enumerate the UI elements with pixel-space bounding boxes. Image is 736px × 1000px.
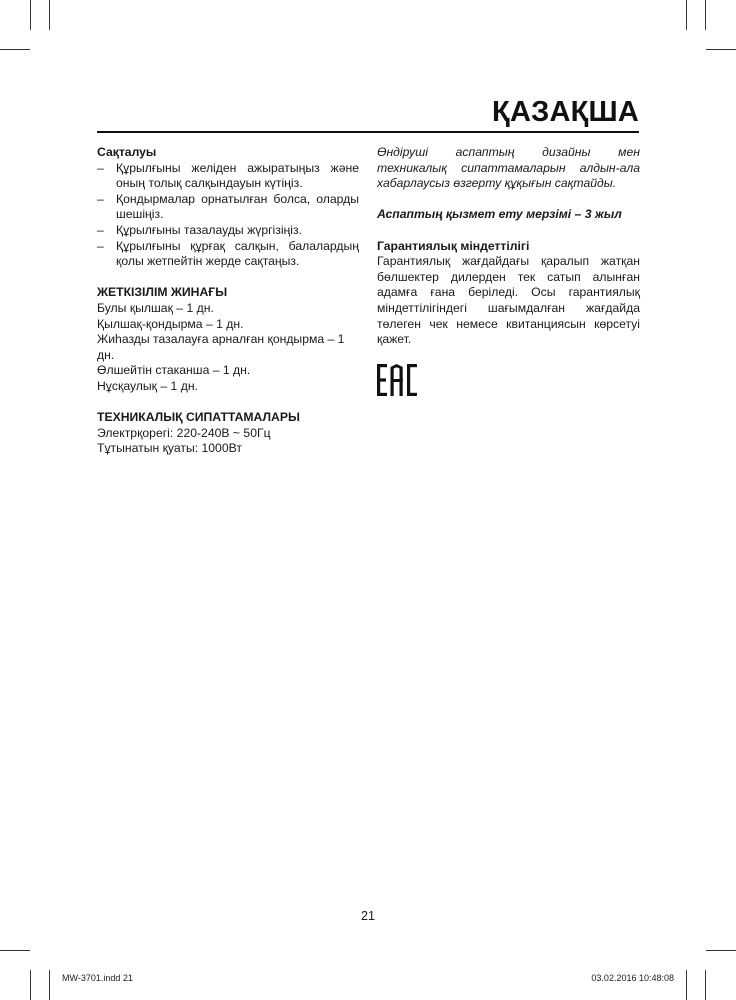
- list-item: – Құрылғыны құрғақ салқын, балалардың қолы жетпейтін жерде сақтаңыз.: [97, 238, 359, 269]
- kit-line: Жиhазды тазалауға арналған қондырма – 1 дн.: [97, 332, 345, 362]
- crop-mark: [30, 970, 31, 1000]
- specs-heading: ТЕХНИКАЛЫҚ СИПАТТАМАЛАРЫ: [97, 410, 300, 425]
- crop-mark: [706, 950, 736, 951]
- language-title: ҚАЗАҚША: [492, 96, 639, 128]
- specs-line: Электрқорегі: 220-240В ~ 50Гц: [97, 425, 271, 440]
- crop-mark: [686, 0, 687, 30]
- service-life: Аспаптың қызмет ету мерзімі – 3 жыл: [377, 207, 622, 222]
- eac-mark-icon: [377, 364, 417, 396]
- kit-line: Нұсқаулық – 1 дн.: [97, 378, 198, 393]
- slug-timestamp: 03.02.2016 10:48:08: [591, 973, 674, 983]
- list-item-text: Қондырмалар орнатылған болса, оларды шешіңіз.: [116, 191, 359, 222]
- left-column: [97, 145, 359, 457]
- crop-mark: [705, 0, 706, 30]
- header-rule: [97, 131, 639, 133]
- list-item: – Құрылғыны желіден ажыратыңыз және оның толық салқындауын күтіңіз.: [97, 160, 359, 191]
- manufacturer-notice: Өндіруші аспаптың дизайны мен техникалық сипаттамаларын алдын-ала хабарлаусыз өзгерту құқығын сақтайды.: [377, 145, 640, 191]
- crop-mark: [706, 49, 736, 50]
- slug-file: MW-3701.indd 21: [62, 973, 133, 983]
- storage-list: [97, 161, 359, 270]
- kit-heading: ЖЕТКІЗІЛІМ ЖИНАҒЫ: [97, 285, 228, 300]
- specs-line: Тұтынатын қуаты: 1000Вт: [97, 441, 242, 456]
- crop-mark: [49, 970, 50, 1000]
- list-item-text: Құрылғыны құрғақ салқын, балалардың қолы жетпейтін жерде сақтаңыз.: [116, 238, 359, 269]
- list-item: – Қондырмалар орнатылған болса, оларды шешіңіз.: [97, 191, 359, 222]
- crop-mark: [49, 0, 50, 30]
- warranty-heading: Гарантиялық міндеттілігі: [377, 238, 530, 253]
- kit-line: Өлшейтін стаканша – 1 дн.: [97, 363, 251, 378]
- kit-line: Булы қылшақ – 1 дн.: [97, 300, 214, 315]
- right-column: [377, 145, 640, 400]
- crop-mark: [705, 970, 706, 1000]
- crop-mark: [686, 970, 687, 1000]
- storage-heading: Сақталуы: [97, 145, 157, 159]
- kit-line: Қылшақ-қондырма – 1 дн.: [97, 316, 244, 331]
- page-number: 21: [361, 909, 375, 923]
- crop-mark: [30, 0, 31, 30]
- crop-mark: [0, 950, 30, 951]
- list-item-text: Құрылғыны тазалауды жүргізіңіз.: [116, 222, 302, 237]
- list-item-text: Құрылғыны желіден ажыратыңыз және оның толық салқындауын күтіңіз.: [116, 160, 359, 191]
- warranty-text: Гарантиялық жағдайдағы қаралып жатқан бөлшектер дилерден тек сатып алынған адамға ғана беріледі. Осы гарантиялық міндеттілігіндегі шағымдалған жағдайда төлеген чек немесе квитанциясын көрсетуі қажет.: [377, 254, 640, 347]
- crop-mark: [0, 49, 30, 50]
- list-item: – Құрылғыны тазалауды жүргізіңіз.: [97, 222, 302, 237]
